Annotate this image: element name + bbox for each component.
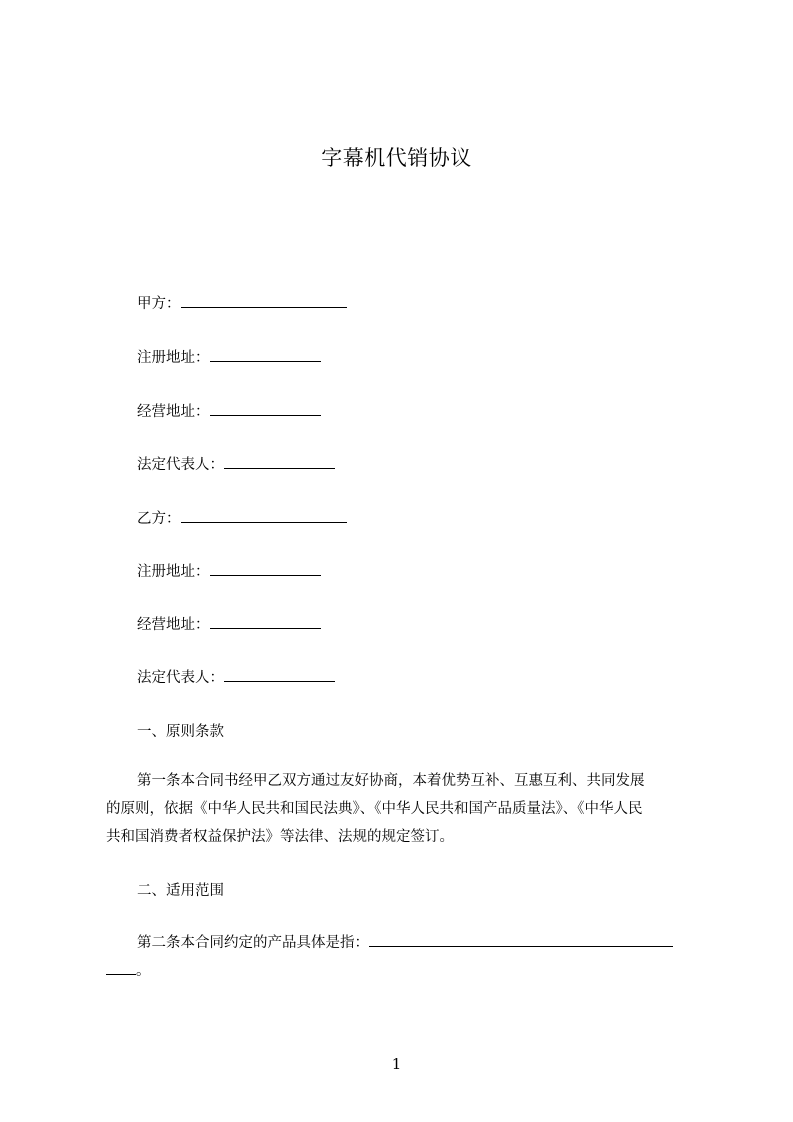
section-2-paragraph [106, 929, 706, 985]
document-title: 字幕机代销协议 [321, 146, 472, 170]
party-a-legal-rep-blank[interactable] [224, 454, 335, 469]
product-spec-label: 第二条本合同约定的产品具体是指： [137, 935, 369, 951]
party-a-name-label: 甲方： [137, 296, 181, 312]
section-1-line-3: 共和国消费者权益保护法》等法律、法规的规定签订。 [106, 829, 454, 845]
party-a-legal-rep-label: 法定代表人： [137, 457, 224, 473]
party-b-name-label: 乙方： [137, 511, 181, 527]
party-b-biz-address-field [137, 613, 321, 634]
section-2-period: 。 [136, 963, 151, 979]
section-1-heading: 一、原则条款 [137, 724, 224, 740]
party-b-reg-address-label: 注册地址： [137, 564, 210, 580]
party-b-name-field [137, 507, 347, 528]
section-2-line-2 [106, 957, 706, 985]
party-b-legal-rep-blank[interactable] [224, 667, 335, 682]
party-b-name-blank[interactable] [181, 508, 347, 523]
party-b-biz-address-label: 经营地址： [137, 617, 210, 633]
page-number: 1 [391, 1055, 402, 1073]
party-b-legal-rep-field [137, 666, 335, 687]
party-a-reg-address-label: 注册地址： [137, 350, 210, 366]
section-1-paragraph [106, 767, 706, 851]
party-a-biz-address-blank[interactable] [210, 401, 321, 416]
section-1-line-1: 第一条本合同书经甲乙双方通过友好协商，本着优势互补、互惠互利、共同发展 [137, 773, 645, 789]
product-spec-blank-continued[interactable] [106, 960, 136, 975]
section-1-line-2: 的原则，依据《中华人民共和国民法典》、《中华人民共和国产品质量法》、《中华人民 [106, 801, 643, 817]
party-a-name-field [137, 292, 347, 313]
section-2-line-1 [106, 929, 706, 957]
party-a-legal-rep-field [137, 453, 335, 474]
party-a-biz-address-field [137, 400, 321, 421]
party-a-reg-address-blank[interactable] [210, 347, 321, 362]
party-b-legal-rep-label: 法定代表人： [137, 670, 224, 686]
party-b-biz-address-blank[interactable] [210, 614, 321, 629]
party-a-biz-address-label: 经营地址： [137, 404, 210, 420]
product-spec-blank[interactable] [369, 932, 673, 947]
section-2-heading: 二、适用范围 [137, 883, 224, 899]
party-a-reg-address-field [137, 346, 321, 367]
party-a-name-blank[interactable] [181, 293, 347, 308]
party-b-reg-address-field [137, 560, 321, 581]
party-b-reg-address-blank[interactable] [210, 561, 321, 576]
